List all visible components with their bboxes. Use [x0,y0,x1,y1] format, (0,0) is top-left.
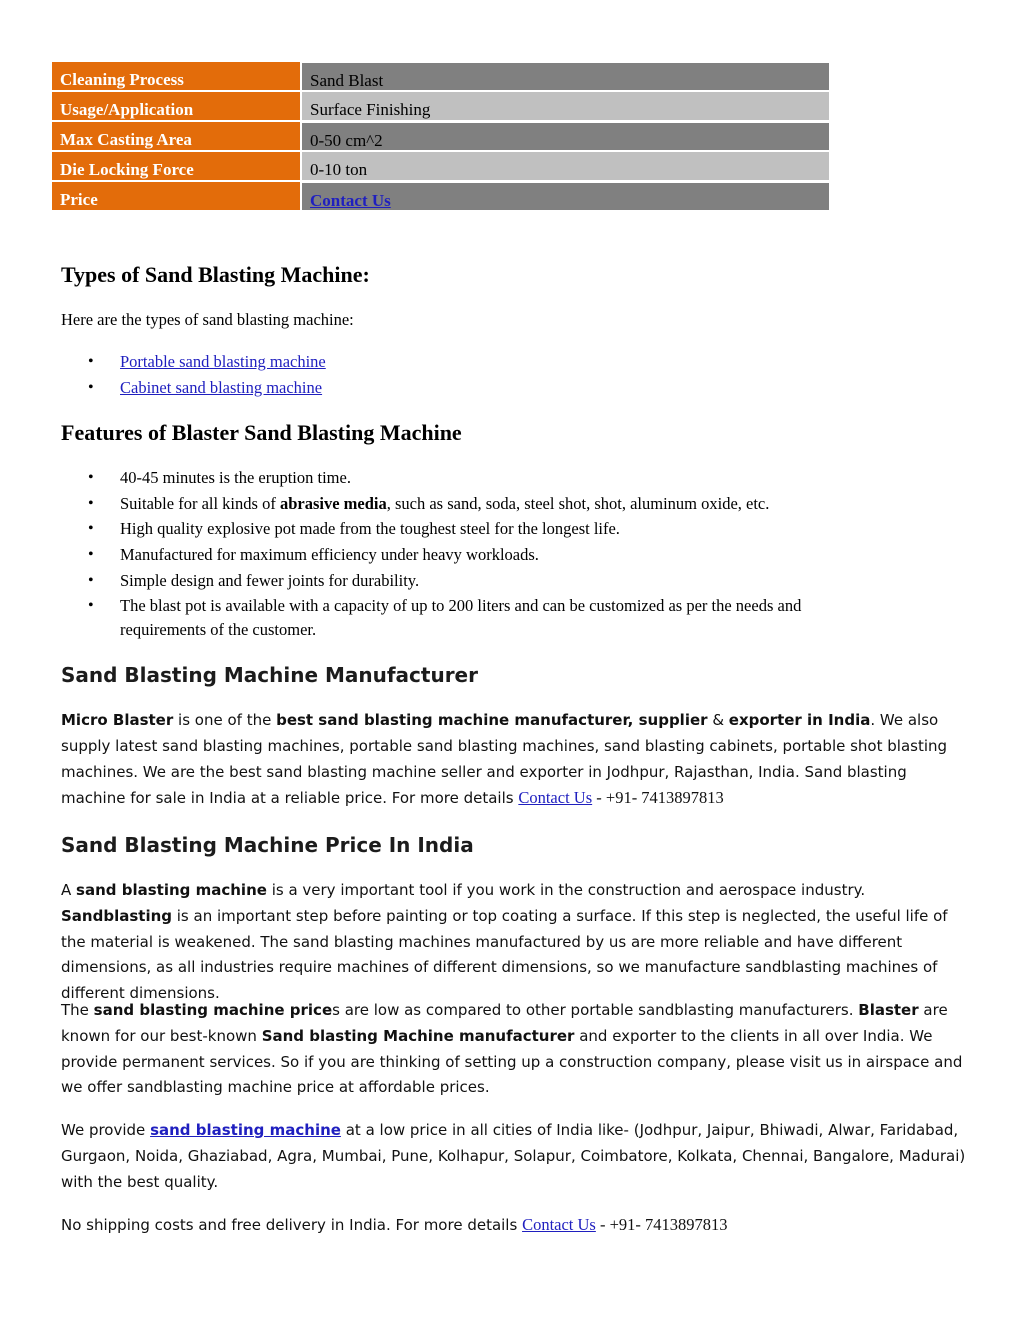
portable-machine-link[interactable]: Portable sand blasting machine [120,352,326,371]
price-paragraph-2: The sand blasting machine prices are low as compared to other portable sandblasting manufacturers. Blaster are known for our best-known Sand blasting Machine manufacturer and exporter to the clients in all over India. We provide permanent services. So if you are thinking of setting up a construction company, please visit us in airspace and we offer sandblasting machine price at affordable prices. [61,1001,963,1097]
spec-row [52,122,829,150]
spec-label: Max Casting Area [52,122,300,150]
contact-us-link[interactable]: Contact Us [522,1215,596,1234]
manufacturer-heading: Sand Blasting Machine Manufacturer [61,663,478,687]
price-paragraph-4: No shipping costs and free delivery in India. For more details Contact Us - +91- 7413897813 [61,1215,728,1234]
cabinet-machine-link[interactable]: Cabinet sand blasting machine [120,377,323,397]
spec-label: Cleaning Process [52,62,300,90]
price-india-heading: Sand Blasting Machine Price In India [61,833,474,857]
manufacturer-paragraph: Micro Blaster is one of the best sand blasting machine manufacturer, supplier & exporter in India. We also supply latest sand blasting machines, portable sand blasting machines, sand blasting cabinets, portable shot blasting machines. We are the best sand blasting machine seller and exporter in Jodhpur, Rajasthan, India. Sand blasting machine for sale in India at a reliable price. For more details Contact Us - +91- 7413897813 [61,711,948,808]
spec-row [52,92,829,120]
spec-value: Sand Blast [302,62,829,90]
spec-value: Surface Finishing [302,92,829,120]
phone-number: - +91- 7413897813 [595,1215,728,1234]
abrasive-media-bold: abrasive media [279,493,387,513]
phone-number: - +91- 7413897813 [592,788,724,808]
features-list [88,465,888,642]
list-item: • Suitable for all kinds of abrasive media, such as sand, soda, steel shot, shot, aluminum oxide, etc. [88,491,888,517]
list-item: • The blast pot is available with a capacity of up to 200 liters and can be customized as per the needs and requirements of the customer. [88,594,888,642]
spec-label: Price [52,182,300,210]
types-intro: Here are the types of sand blasting machine: [61,310,354,329]
price-contact-link[interactable]: Contact Us [310,191,391,210]
spec-row [52,62,829,90]
spec-row [52,152,829,180]
list-item: • Simple design and fewer joints for durability. [88,568,888,594]
spec-label: Usage/Application [52,92,300,120]
list-item [88,349,326,375]
list-item: • High quality explosive pot made from the toughest steel for the longest life. [88,516,888,542]
spec-row [52,182,829,210]
spec-table [52,62,829,212]
price-paragraph-3: We provide sand blasting machine at a low price in all cities of India like- (Jodhpur, Jaipur, Bhiwadi, Alwar, Faridabad, Gurgaon, Noida, Ghaziabad, Agra, Mumbai, Pune, Kolhapur, Solapur, Coimbatore, Kolkata, Chennai, Bangalore, Madurai) with the best quality. [61,1121,966,1191]
list-item: • Manufactured for maximum efficiency under heavy workloads. [88,542,888,568]
list-item: • 40-45 minutes is the eruption time. [88,465,888,491]
types-list [88,349,326,400]
features-heading: Features of Blaster Sand Blasting Machine [61,420,462,445]
spec-label: Die Locking Force [52,152,300,180]
list-item [88,375,326,401]
price-paragraph-1: A sand blasting machine is a very important tool if you work in the construction and aerospace industry. Sandblasting is an important step before painting or top coating a surface. If this step is neglected, the useful life of the material is weakened. The sand blasting machines manufactured by us are more reliable and have different dimensions, as all industries require machines of different dimensions, so we manufacture sandblasting machines of different dimensions. [61,881,948,1003]
types-heading: Types of Sand Blasting Machine: [61,262,370,287]
spec-value: 0-50 cm^2 [302,122,829,150]
contact-us-link[interactable]: Contact Us [518,788,593,808]
sand-blasting-machine-link[interactable]: sand blasting machine [150,1121,341,1139]
spec-value: 0-10 ton [302,152,829,180]
spec-value [302,182,829,210]
